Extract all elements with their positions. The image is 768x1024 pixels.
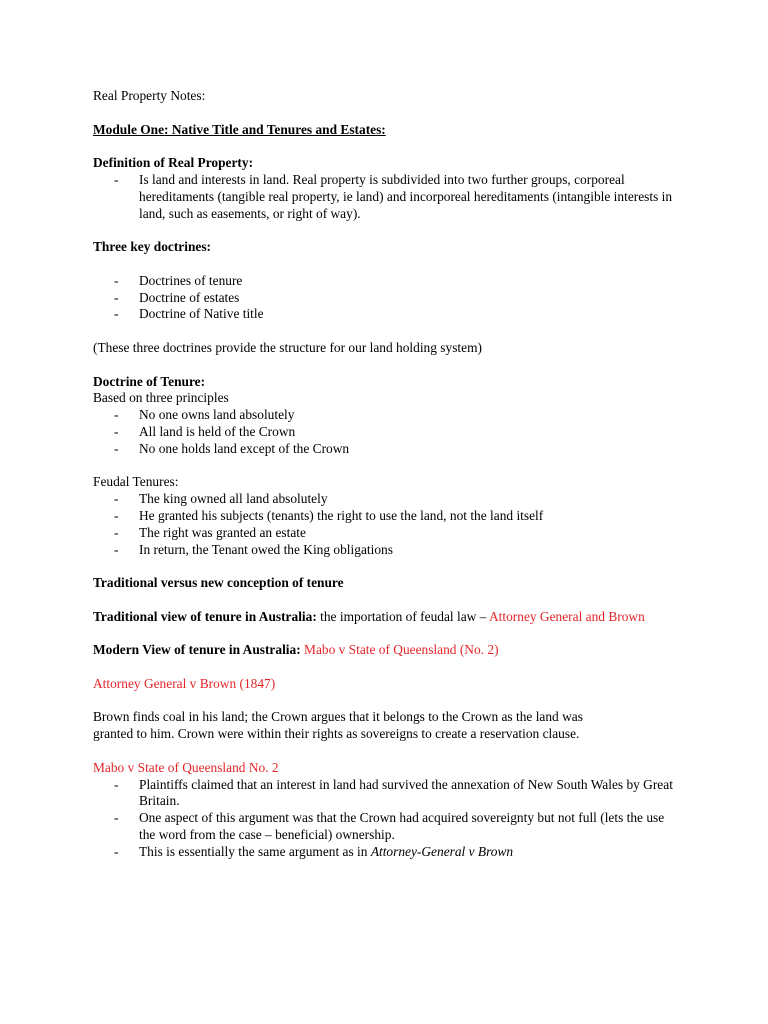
list-item: - Doctrines of tenure [114, 272, 243, 288]
mabo-heading: Mabo v State of Queensland No. 2 [93, 759, 279, 775]
doctrines-list [93, 273, 683, 323]
conception-heading: Traditional versus new conception of tenure [93, 575, 344, 591]
bullet-dash: - [114, 407, 119, 423]
list-item: - He granted his subjects (tenants) the right to use the land, not the land itself [114, 507, 544, 523]
tenure-list [93, 407, 683, 457]
feudal-heading: Feudal Tenures: [93, 474, 179, 490]
definition-list [93, 172, 683, 222]
bullet-dash: - [114, 776, 119, 792]
bullet-dash: - [114, 541, 119, 557]
list-item: - No one holds land except of the Crown [114, 440, 350, 456]
document-title: Real Property Notes: [93, 88, 206, 103]
tenure-heading: Doctrine of Tenure: [93, 373, 206, 389]
bullet-dash: - [114, 507, 119, 523]
bullet-dash: - [114, 843, 119, 859]
feudal-list [93, 491, 683, 558]
bullet-dash: - [114, 810, 119, 826]
modern-view-colon: : [296, 642, 305, 658]
tenure-intro: Based on three principles [93, 390, 229, 406]
ag-brown-text: Brown finds coal in his land; the Crown argues that it belongs to the Crown as the land was granted to him. Crown were within their rights as sovereigns to create a reservation clause. [93, 709, 583, 742]
list-item: - Is land and interests in land. Real property is subdivided into two further groups, corporeal hereditaments (tangible real property, ie land) and incorporeal hereditaments (intangible interests in land, such as easements, or right of way). [114, 171, 673, 221]
traditional-view-case: Attorney General and Brown [488, 608, 645, 624]
traditional-view [93, 609, 683, 626]
list-item: - The king owned all land absolutely [114, 491, 328, 507]
bullet-dash: - [114, 289, 119, 305]
document-body [93, 88, 683, 861]
bullet-dash: - [114, 524, 119, 540]
traditional-view-text: the importation of feudal law – [316, 608, 489, 624]
traditional-view-label: Traditional view of tenure in Australia: [93, 608, 317, 624]
list-item: - In return, the Tenant owed the King obligations [114, 541, 393, 557]
definition-heading: Definition of Real Property: [93, 155, 254, 171]
list-item: - No one owns land absolutely [114, 407, 295, 423]
modern-view [93, 642, 683, 659]
list-item: - All land is held of the Crown [114, 423, 296, 439]
mabo-last-bullet-case: Attorney-General v Brown [370, 843, 514, 859]
doctrines-heading: Three key doctrines: [93, 239, 212, 255]
list-item: - Plaintiffs claimed that an interest in land had survived the annexation of New South Wales by Great Britain. [114, 776, 673, 809]
bullet-dash: - [114, 423, 119, 439]
list-item: - The right was granted an estate [114, 524, 306, 540]
modern-view-case: Mabo v State of Queensland (No. 2) [304, 642, 499, 658]
module-heading: Module One: Native Title and Tenures and Estates: [93, 121, 386, 137]
mabo-list [93, 777, 683, 861]
bullet-dash: - [114, 306, 119, 322]
list-item: - One aspect of this argument was that the Crown had acquired sovereignty but not full (lets the use the word from the case – beneficial) ownership. [114, 810, 665, 843]
bullet-dash: - [114, 171, 119, 187]
bullet-dash: - [114, 440, 119, 456]
bullet-dash: - [114, 491, 119, 507]
list-item: - This is essentially the same argument as in Attorney-General v Brown [114, 843, 514, 859]
ag-brown-heading: Attorney General v Brown (1847) [93, 675, 276, 691]
doctrines-note: (These three doctrines provide the structure for our land holding system) [93, 339, 482, 355]
list-item: - Doctrine of Native title [114, 306, 264, 322]
modern-view-label: Modern View of tenure in Australia [93, 642, 297, 658]
bullet-dash: - [114, 272, 119, 288]
list-item: - Doctrine of estates [114, 289, 240, 305]
